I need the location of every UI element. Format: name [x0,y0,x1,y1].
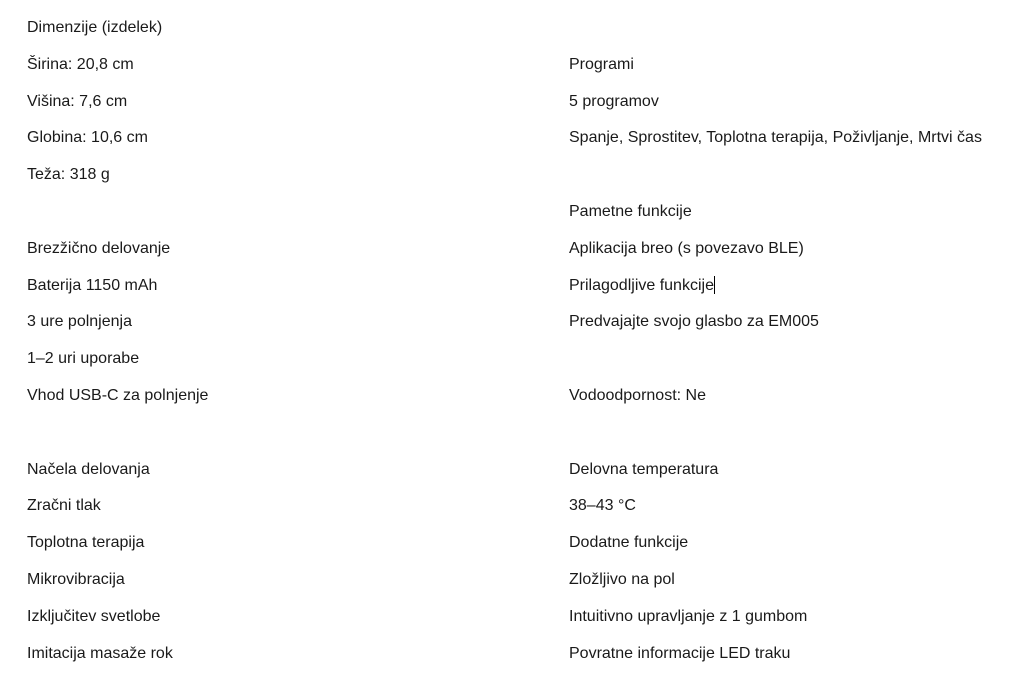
text-line[interactable]: Širina: 20,8 cm [27,55,134,73]
text-line[interactable]: Zračni tlak [27,497,101,515]
text-line[interactable]: Prilagodljive funkcije [569,276,714,294]
text-line[interactable]: Izključitev svetlobe [27,607,161,625]
text-line[interactable]: 5 programov [569,92,659,110]
empty-line[interactable] [569,341,1014,378]
text-line[interactable]: Baterija 1150 mAh [27,276,158,294]
empty-line[interactable] [569,157,1014,194]
text-line[interactable]: Globina: 10,6 cm [27,129,148,147]
text-line[interactable]: Programi [569,55,634,73]
text-line[interactable]: Načela delovanja [27,460,150,478]
text-line[interactable]: Mikrovibracija [27,570,125,588]
text-cursor [714,276,715,294]
right-column [569,10,1014,672]
text-line[interactable]: Pametne funkcije [569,202,692,220]
text-line[interactable]: Zložljivo na pol [569,570,675,588]
text-line[interactable]: Vhod USB-C za polnjenje [27,386,209,404]
empty-line[interactable] [569,415,1014,452]
text-line[interactable]: 3 ure polnjenja [27,313,132,331]
empty-line[interactable] [27,415,547,452]
text-line[interactable]: Teža: 318 g [27,166,110,184]
empty-line[interactable] [27,194,547,231]
text-line[interactable]: Dimenzije (izdelek) [27,19,163,36]
text-line[interactable]: Delovna temperatura [569,460,719,478]
text-line[interactable]: Intuitivno upravljanje z 1 gumbom [569,607,808,625]
text-line[interactable]: Višina: 7,6 cm [27,92,128,110]
text-line[interactable]: Povratne informacije LED traku [569,644,791,662]
empty-line[interactable] [569,10,1014,47]
text-line[interactable]: Brezžično delovanje [27,239,171,257]
text-line[interactable]: Toplotna terapija [27,534,145,552]
text-line-with-cursor[interactable] [569,268,1014,305]
left-column [27,10,547,672]
text-line[interactable]: Spanje, Sprostitev, Toplotna terapija, Poživljanje, Mrtvi čas [569,129,982,147]
text-line[interactable]: Aplikacija breo (s povezavo BLE) [569,239,804,257]
text-line[interactable]: Imitacija masaže rok [27,644,173,662]
text-line[interactable]: Predvajajte svojo glasbo za EM005 [569,313,819,331]
text-line[interactable]: 1–2 uri uporabe [27,350,140,368]
text-line[interactable]: 38–43 °C [569,497,636,515]
text-line[interactable]: Vodoodpornost: Ne [569,386,706,404]
text-line[interactable]: Dodatne funkcije [569,534,689,552]
